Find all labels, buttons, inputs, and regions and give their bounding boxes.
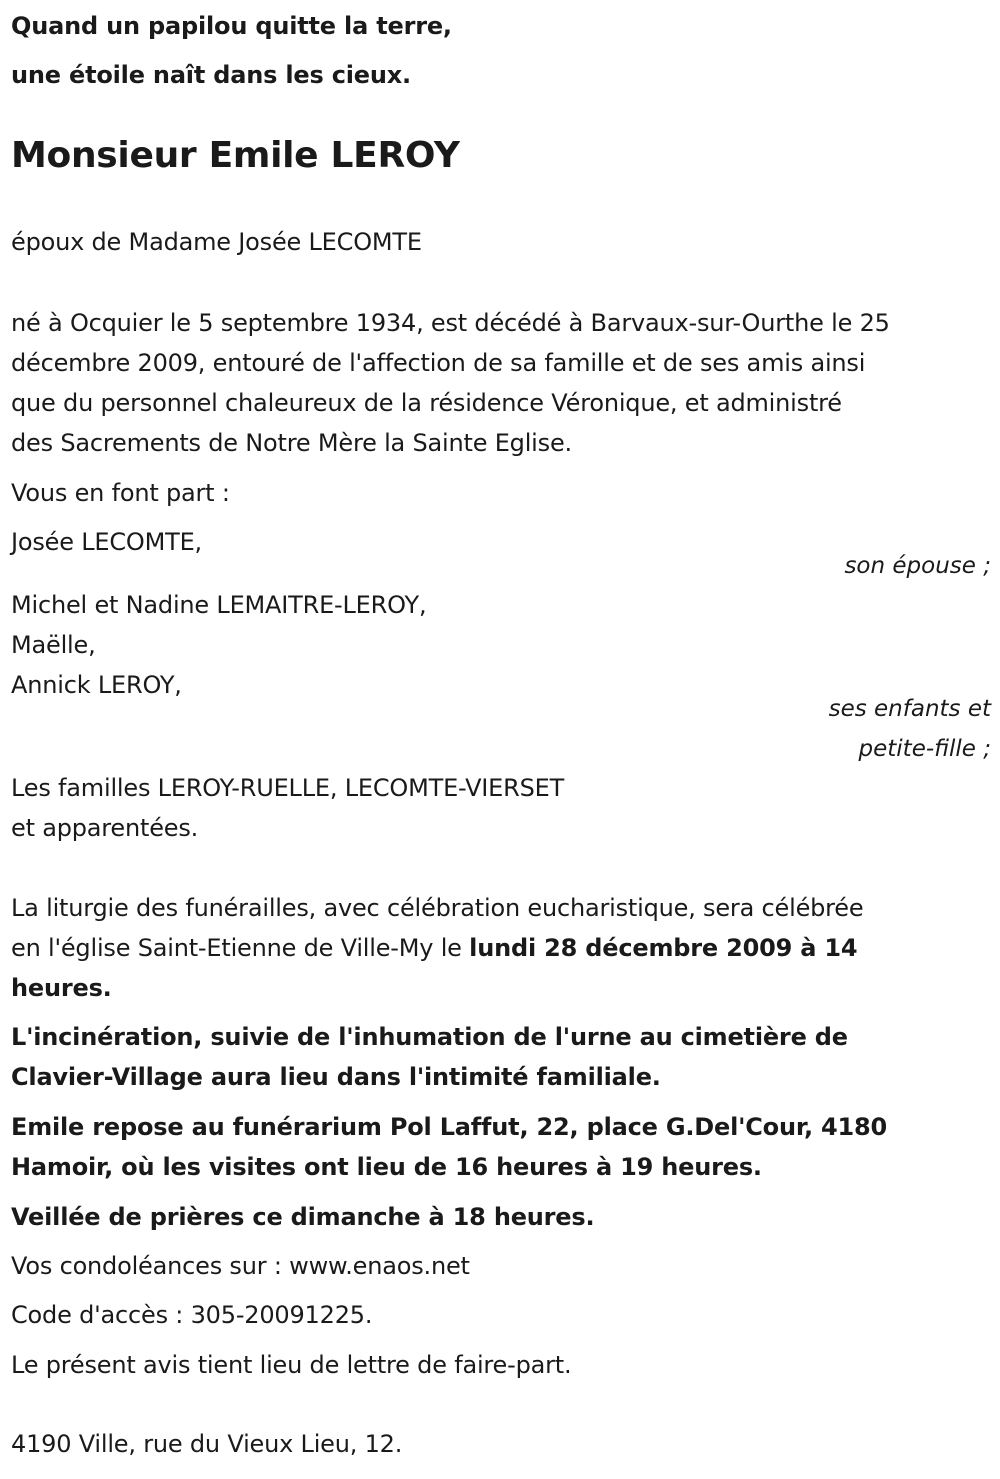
bio-line-4: des Sacrements de Notre Mère la Sainte Eglise. — [11, 429, 572, 457]
vigil-line: Veillée de prières ce dimanche à 18 heures. — [11, 1203, 595, 1231]
address-line: 4190 Ville, rue du Vieux Lieu, 12. — [11, 1430, 403, 1458]
liturgy-line-1: La liturgie des funérailles, avec célébration eucharistique, sera célébrée — [11, 894, 864, 922]
epigraph-line-1: Quand un papilou quitte la terre, — [11, 12, 452, 40]
cremation-line-2: Clavier-Village aura lieu dans l'intimité familiale. — [11, 1063, 661, 1091]
bio-line-1: né à Ocquier le 5 septembre 1934, est décédé à Barvaux-sur-Ourthe le 25 — [11, 309, 890, 337]
spouse-name: Josée LECOMTE, — [11, 528, 202, 556]
liturgy-date: lundi 28 décembre 2009 à 14 — [469, 934, 858, 962]
epigraph-line-2: une étoile naît dans les cieux. — [11, 61, 411, 89]
spouse-role: son épouse ; — [844, 553, 991, 579]
funeral-home-line-1: Emile repose au funérarium Pol Laffut, 22, place G.Del'Cour, 4180 — [11, 1113, 888, 1141]
grandchild: Maëlle, — [11, 631, 96, 659]
funeral-home-line-2: Hamoir, où les visites ont lieu de 16 heures à 19 heures. — [11, 1153, 762, 1181]
liturgy-line-2 — [11, 928, 857, 968]
families-line-1: Les familles LEROY-RUELLE, LECOMTE-VIERSET — [11, 774, 565, 802]
children-role-line-2: petite-fille ; — [858, 736, 991, 762]
liturgy-line-3: heures. — [11, 974, 112, 1002]
children-role-line-1: ses enfants et — [828, 696, 991, 722]
cremation-line-1: L'incinération, suivie de l'inhumation de l'urne au cimetière de — [11, 1023, 848, 1051]
access-code-line: Code d'accès : 305-20091225. — [11, 1301, 373, 1329]
notice-line: Le présent avis tient lieu de lettre de faire-part. — [11, 1351, 572, 1379]
child-2: Annick LEROY, — [11, 671, 182, 699]
announce-line: Vous en font part : — [11, 479, 230, 507]
bio-line-2: décembre 2009, entouré de l'affection de sa famille et de ses amis ainsi — [11, 349, 866, 377]
families-line-2: et apparentées. — [11, 814, 199, 842]
child-1: Michel et Nadine LEMAITRE-LEROY, — [11, 591, 427, 619]
bio-line-3: que du personnel chaleureux de la résidence Véronique, et administré — [11, 389, 842, 417]
deceased-name: Monsieur Emile LEROY — [11, 135, 460, 176]
liturgy-church: en l'église Saint-Etienne de Ville-My le — [11, 934, 470, 962]
spouse-line: époux de Madame Josée LECOMTE — [11, 228, 422, 256]
condolences-line: Vos condoléances sur : www.enaos.net — [11, 1252, 470, 1280]
